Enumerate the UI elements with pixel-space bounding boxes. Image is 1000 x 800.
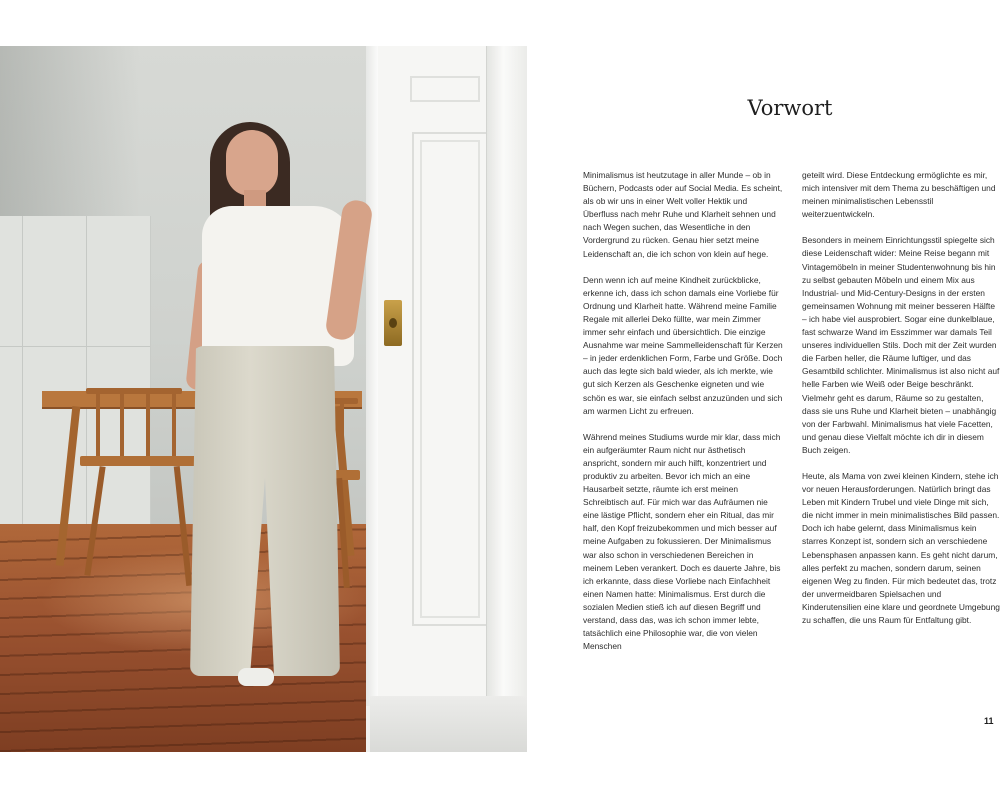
photo-chair-spindle — [146, 392, 150, 456]
photo-person-face — [226, 130, 278, 196]
text-column-right — [802, 169, 1000, 640]
photo-person-shoe — [238, 668, 274, 686]
chapter-title: Vorwort — [747, 96, 833, 120]
paragraph: Denn wenn ich auf meine Kindheit zurückblicke, erkenne ich, dass ich schon damals eine Vorliebe für Ordnung und Klarheit hatte. Während meine Familie Regale mit allerlei Deko füllte, war mein Zimmer immer sehr einfach und übersichtlich. Die einzige Ausnahme war meine Sammelleidenschaft für Kerzen – in jeder erdenklichen Form, Farbe und Größe. Doch auch das legte sich bald wieder, als ich merkte, wie gut sich Kerzen als Geschenke eigneten und wie schön es war, sie einfach selbst anzuzünden und sich am warmen Licht zu erfreuen. — [583, 274, 783, 416]
photo-chair-spindle — [120, 392, 124, 456]
paragraph: Während meines Studiums wurde mir klar, dass mich ein aufgeräumter Raum nicht nur ästhetisch anspricht, sondern mir auch hilft, konzentriert und produktiv zu arbeiten. Bevor ich mich an eine Hausarbeit setzte, räumte ich erst meinen Schreibtisch auf. Für mich war das Aufräumen nie eine lästige Pflicht, sondern eher ein Ritual, das mir half, den Kopf freizubekommen und mich besser auf meine Aufgaben zu fokussieren. Der Minimalismus war also schon in verschiedenen Bereichen in meinem Leben verankert. Doch es dauerte Jahre, bis ich erkannte, dass diese Vorliebe nach Einfachheit einen Namen hatte: Minimalismus. Erst durch die sozialen Medien stieß ich auf diesen Begriff und verstand, dass das, was ich schon immer lebte, tatsächlich eine Philosophie war, die von vielen Menschen — [583, 431, 781, 652]
photo-door-ornament — [410, 76, 480, 102]
page-number: 11 — [984, 716, 994, 726]
photo-cabinet-seam — [22, 216, 23, 526]
photo-cabinet-seam — [0, 346, 150, 347]
text-column-left — [583, 169, 783, 666]
author-photo — [0, 46, 527, 752]
paragraph: geteilt wird. Diese Entdeckung ermöglichte es mir, mich intensiver mit dem Thema zu beschäftigen und meinen minimalistischen Lebensstil weiterzuentwickeln. — [802, 170, 996, 220]
photo-cabinet-seam — [86, 216, 87, 526]
photo-chair-spindle — [96, 392, 100, 456]
photo-baseboard — [370, 696, 527, 752]
photo-chair — [86, 388, 182, 394]
paragraph: Heute, als Mama von zwei kleinen Kindern, stehe ich vor neuen Herausforderungen. Natürlich bringt das Leben mit Kindern Trubel und viele Dinge mit sich, die nicht immer in mein minimalistisches Bild passen. Doch ich habe gelernt, dass Minimalismus kein starres Konzept ist, sondern sich an verschiedene Lebensphasen anpassen kann. Es geht nicht darum, alles perfekt zu machen, sondern darum, seinen eigenen Weg zu finden. Für mich bedeutet das, trotz der unvermeidbaren Spielsachen und Kinderutensilien eine klare und geordnete Umgebung zu schaffen, die uns Raum für Entfaltung gibt. — [802, 470, 1000, 625]
photo-door-edge — [366, 46, 378, 706]
photo-door-panel — [412, 132, 488, 626]
paragraph: Minimalismus ist heutzutage in aller Munde – ob in Büchern, Podcasts oder auf Social Media. Es scheint, als ob wir uns in einer Welt voller Hektik und Überfluss nach mehr Ruhe und Klarheit sehnen und nach Wegen suchen, das Wesentliche in den Vordergrund zu rücken. Genau hier setzt meine Leidenschaft an, die ich schon von klein auf hege. — [583, 170, 783, 259]
photo-door-keyhole — [389, 318, 397, 328]
photo-door-jamb — [486, 46, 527, 736]
photo-chair-seat — [80, 456, 198, 466]
photo-chair-spindle — [340, 402, 344, 472]
photo-chair-spindle — [172, 392, 176, 456]
paragraph: Besonders in meinem Einrichtungsstil spiegelte sich diese Leidenschaft wider: Meine Reise begann mit Vintagemöbeln in meiner Studentenwohnung bis hin zu selbst gebauten Möbeln und einem Mix aus Industrial- und Mid-Century-Designs in der ersten gemeinsamen Wohnung mit meiner besseren Hälfte – ich habe viel ausprobiert. Sogar eine dunkelblaue, fast schwarze Wand im Esszimmer war damals Teil unseres individuellen Stils. Doch mit der Zeit wurden die Farben heller, die Räume luftiger, und das Gesamtbild schlichter. Minimalismus ist also nicht auf helle Farben wie Weiß oder Beige beschränkt. Vielmehr geht es darum, Räume so zu gestalten, dass sie uns Ruhe und Klarheit bieten – unabhängig von der Farbwahl. Minimalismus hat viele Facetten, und genau diese Vielfalt möchte ich dir in diesem Buch zeigen. — [802, 235, 1000, 455]
